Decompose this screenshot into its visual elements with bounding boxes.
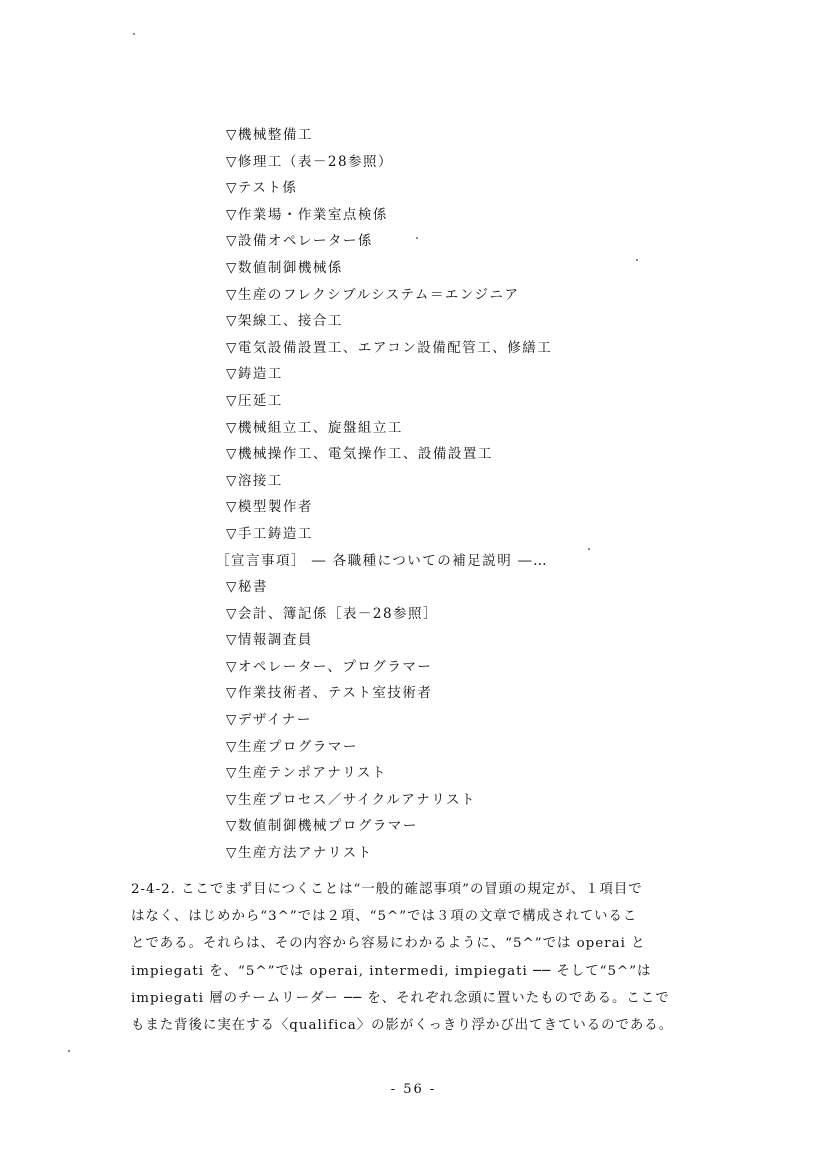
body-paragraph (131, 876, 731, 1039)
list-item: ▽設備オペレーター係 (226, 233, 373, 250)
list-item: ▽デザイナー (226, 712, 312, 729)
scan-speck (416, 237, 418, 239)
list-item: ▽機械組立工、旋盤組立工 (226, 419, 403, 436)
list-item: ▽架線工、接合工 (226, 313, 343, 330)
list-item: ▽情報調査員 (226, 632, 313, 649)
list-item: ▽溶接工 (226, 472, 283, 489)
list-item: ▽電気設備設置工、エアコン設備配管工、修繕工 (226, 339, 553, 356)
list-item: ▽手工鋳造工 (226, 525, 313, 542)
occupation-list (216, 122, 746, 867)
paragraph-line: はなく、はじめから“3^”では２項、“5^”では３項の文章で構成されているこ (131, 909, 638, 925)
list-item: ▽鋳造工 (226, 366, 283, 383)
list-item: ▽テスト係 (226, 180, 298, 197)
list-item: ▽オペレーター、プログラマー (226, 658, 433, 675)
paragraph-line: impiegati 層のチームリーダー ── を、それぞれ念頭に置いたものである。ここで (131, 990, 670, 1006)
list-item: ▽生産プログラマー (226, 738, 358, 755)
list-item: ▽模型製作者 (226, 499, 313, 516)
paragraph-line: 2-4-2. ここでまず目につくことは“一般的確認事項”の冒頭の規定が、１項目で (131, 882, 643, 897)
list-item: ▽数値制御機械係 (226, 259, 343, 276)
scan-speck (588, 548, 590, 550)
paragraph-line: impiegati を、“5^”では operai, intermedi, impiegati ── そして“5^”は (131, 963, 652, 979)
list-item: ▽機械整備工 (226, 127, 313, 143)
page-number: - 56 - (390, 1082, 437, 1097)
list-item: ▽秘書 (226, 579, 268, 596)
list-item: ▽数値制御機械プログラマー (226, 818, 418, 835)
scan-speck (68, 1050, 70, 1052)
section-note: ［宣言事項］ ― 各職種についての補足説明 ―… (216, 552, 549, 569)
list-item: ▽生産方法アナリスト (226, 845, 373, 862)
list-item: ▽生産テンポアナリスト (226, 765, 387, 782)
list-item: ▽圧延工 (226, 392, 283, 409)
list-item: ▽作業場・作業室点検係 (226, 206, 388, 223)
paragraph-line: とである。それらは、その内容から容易にわかるように、“5^”では operai と (131, 936, 646, 952)
paragraph-line: もまた背後に実在する〈qualifica〉の影がくっきり浮かび出てきているのである。 (131, 1017, 674, 1033)
list-item: ▽修理工（表－28参照） (226, 153, 394, 170)
list-item: ▽作業技術者、テスト室技術者 (226, 685, 433, 702)
list-item: ▽機械操作工、電気操作工、設備設置工 (226, 446, 493, 463)
scan-speck (133, 33, 135, 35)
list-item: ▽会計、簿記係［表－28参照］ (226, 605, 439, 622)
scan-speck (636, 259, 638, 261)
list-item: ▽生産プロセス／サイクルアナリスト (226, 791, 476, 808)
list-item: ▽生産のフレクシブルシステム＝エンジニア (226, 286, 520, 303)
